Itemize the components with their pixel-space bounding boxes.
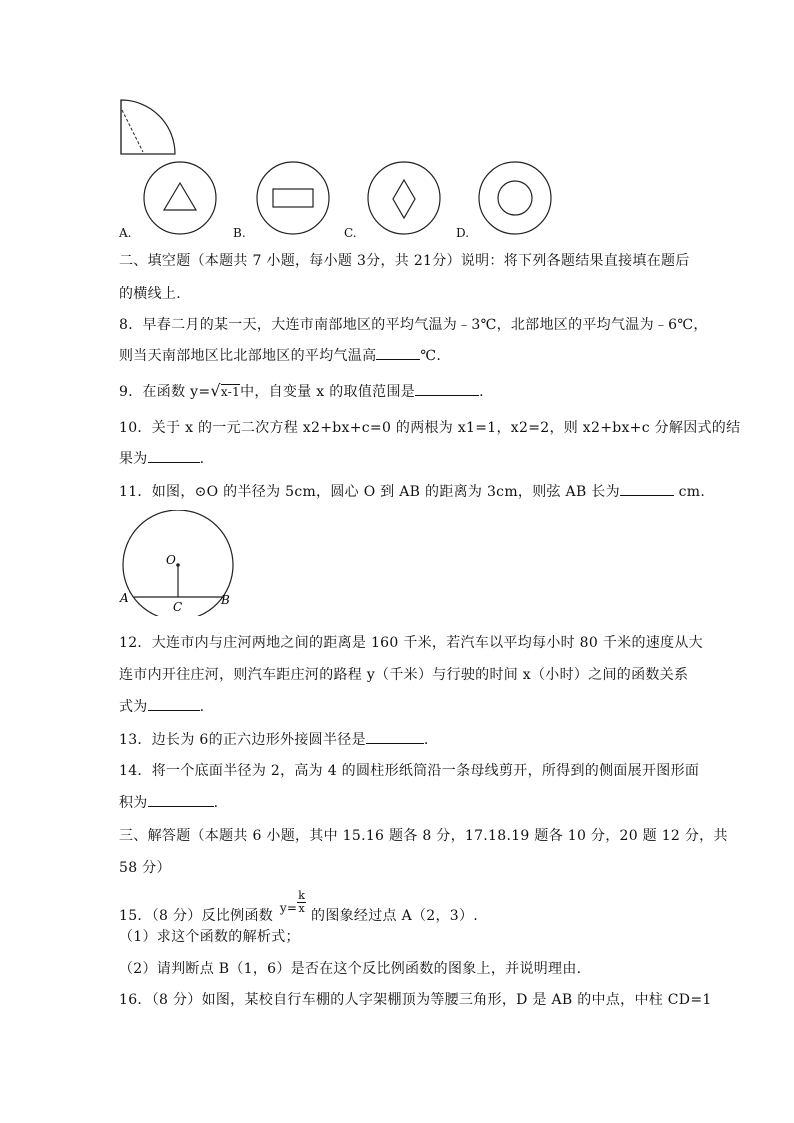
section2-heading-cont: 的横线上.: [119, 286, 181, 302]
question-12-line1: 12．大连市内与庄河两地之间的距离是 160 千米，若汽车以平均每小时 80 千米的速度从大: [119, 635, 703, 651]
sqrt-radicand: x-1: [220, 385, 241, 399]
question-9-end: .: [479, 384, 484, 400]
answer-blank[interactable]: [366, 731, 424, 744]
question-15-part2: （2）请判断点 B（1，6）是否在这个反比例函数的图象上，并说明理由.: [119, 961, 582, 977]
question-13-pre: 13．边长为 6‍的正六边形外接圆半径是: [119, 732, 366, 748]
question-15-post: 的图象经过点 A（2，3）.: [311, 908, 479, 924]
option-d-figure: [477, 160, 553, 236]
answer-blank[interactable]: [148, 698, 200, 711]
sqrt-sign: √: [210, 381, 221, 400]
section2-heading: 二、填空题（本题共 7 小题，每小题 3分，共 21分）说明：将下列各题结果直接填在题后: [119, 253, 690, 269]
circle-figure: [114, 510, 244, 616]
section3-heading-cont: 58 分）: [119, 860, 171, 876]
question-11: [119, 481, 705, 501]
question-11-post: cm.: [673, 484, 706, 500]
label-c: C: [173, 600, 183, 614]
answer-blank[interactable]: [376, 347, 420, 360]
question-9: [119, 381, 484, 401]
question-8-unit: ℃.: [420, 348, 442, 364]
question-10-line2: [119, 448, 204, 468]
question-12-line2: 连市内开往庄河，则汽车距庄河的路程 y（千米）与行驶的时间 x（小时）之间的函数关系: [119, 667, 689, 683]
option-a-label: A.: [119, 226, 132, 240]
formula-y: y=: [279, 901, 298, 915]
fraction-k-over-x: [297, 890, 306, 915]
question-15-pre: 15．（8 分）反比例函数: [119, 908, 274, 924]
question-9-post: 中，自变量 x 的取值范围是: [240, 384, 416, 400]
question-10-line1: 10．关于 x 的一元二次方程 x2+bx+c=0 的两根为 x1=1，x2=2，则 x2+bx+c 分解因式的结: [119, 420, 741, 436]
option-c-label: C.: [344, 226, 357, 240]
answer-blank[interactable]: [415, 383, 479, 396]
question-9-pre: 9．在函数 y=: [119, 384, 211, 400]
question-10-end: .: [199, 451, 205, 467]
question-12-pre: 式为: [119, 699, 148, 715]
question-12-end: .: [199, 699, 205, 715]
question-14-end: .: [213, 795, 219, 811]
option-b-label: B.: [233, 226, 246, 240]
question-8-line1: 8．早春二月的某一天，大连市南部地区的平均气温为﹣3℃，北部地区的平均气温为﹣6℃，: [119, 317, 708, 333]
question-15-part1: （1）求这个函数的解析式；: [119, 929, 300, 945]
option-d-label: D.: [456, 226, 470, 240]
option-c-figure: [366, 160, 442, 236]
question-13: [119, 729, 429, 749]
question-10-pre: 果为: [119, 451, 148, 467]
question-11-pre: 11．如图，⊙O 的半径为 5cm，圆心 O 到 AB 的距离为 3cm，则弦 AB 长为: [119, 484, 620, 500]
question-14-line2: [119, 792, 218, 812]
option-b-figure: [255, 160, 331, 236]
question-14-pre: 积为: [119, 795, 148, 811]
question-12-line3: [119, 696, 204, 716]
section3-heading: 三、解答题（本题共 6 小题，其中 15.16 题各 8 分，17.18.19 题各 10 分，20 题 12 分，共: [119, 828, 728, 844]
question-8-line2: [119, 345, 441, 365]
label-a: A: [120, 591, 129, 605]
fraction-numerator: k: [298, 889, 306, 902]
question-14-line1: 14．将一个底面半径为 2，高为 4 的圆柱形纸筒沿一条母线剪开，所得到的侧面展开图形面: [119, 763, 700, 779]
fraction-denominator: x: [298, 902, 306, 915]
question-13-end: .: [423, 732, 429, 748]
answer-blank[interactable]: [148, 794, 214, 807]
answer-blank[interactable]: [148, 450, 200, 463]
label-o: O: [166, 553, 176, 567]
label-b: B: [221, 593, 230, 607]
answer-blank[interactable]: [620, 483, 674, 496]
question-16-line1: 16．（8 分）如图，某校自行车棚的人字架棚顶为等腰三角形，D 是 AB 的中点，中柱 CD=1: [119, 992, 712, 1008]
question-15: [119, 889, 479, 925]
question-8-text: 则当天南部地区比北部地区的平均气温高: [119, 348, 377, 364]
sector-figure: [115, 96, 185, 160]
option-a-figure: [142, 160, 218, 236]
